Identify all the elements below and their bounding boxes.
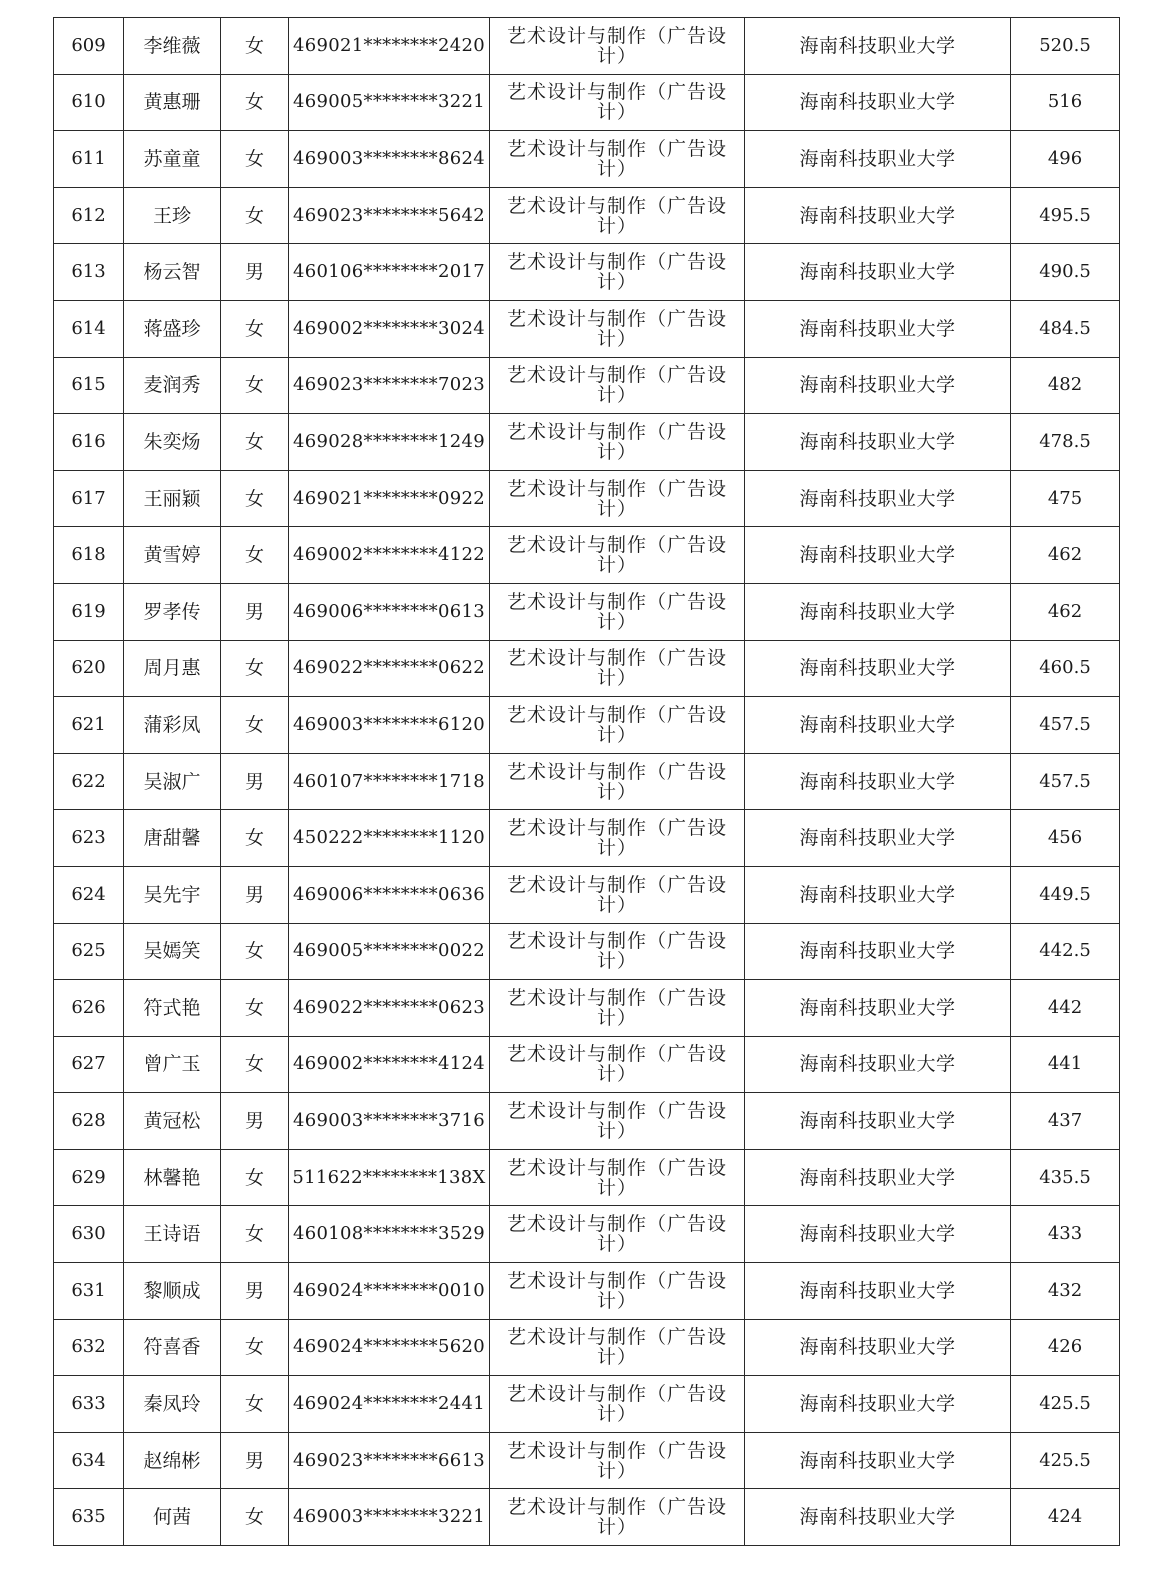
cell-gender: 男 xyxy=(221,866,289,923)
cell-school: 海南科技职业大学 xyxy=(745,923,1011,980)
cell-score: 462 xyxy=(1011,527,1120,584)
cell-school: 海南科技职业大学 xyxy=(745,527,1011,584)
cell-id-number: 450222********1120 xyxy=(289,810,490,867)
cell-name: 黄冠松 xyxy=(124,1093,221,1150)
cell-name: 吴嫣笑 xyxy=(124,923,221,980)
cell-gender: 女 xyxy=(221,131,289,188)
cell-gender: 女 xyxy=(221,470,289,527)
cell-score: 433 xyxy=(1011,1206,1120,1263)
cell-major: 艺术设计与制作（广告设计） xyxy=(490,414,745,471)
cell-id-number: 469023********7023 xyxy=(289,357,490,414)
cell-school: 海南科技职业大学 xyxy=(745,1206,1011,1263)
cell-name: 罗孝传 xyxy=(124,583,221,640)
cell-name: 王珍 xyxy=(124,187,221,244)
cell-major: 艺术设计与制作（广告设计） xyxy=(490,640,745,697)
cell-gender: 女 xyxy=(221,187,289,244)
cell-major: 艺术设计与制作（广告设计） xyxy=(490,810,745,867)
cell-name: 符式艳 xyxy=(124,980,221,1037)
cell-number: 618 xyxy=(54,527,124,584)
cell-name: 黄雪婷 xyxy=(124,527,221,584)
cell-name: 麦润秀 xyxy=(124,357,221,414)
cell-major: 艺术设计与制作（广告设计） xyxy=(490,300,745,357)
cell-number: 627 xyxy=(54,1036,124,1093)
table-row xyxy=(54,300,1120,357)
cell-school: 海南科技职业大学 xyxy=(745,300,1011,357)
cell-gender: 女 xyxy=(221,357,289,414)
cell-number: 616 xyxy=(54,414,124,471)
cell-major: 艺术设计与制作（广告设计） xyxy=(490,1093,745,1150)
cell-id-number: 469024********0010 xyxy=(289,1263,490,1320)
cell-gender: 女 xyxy=(221,980,289,1037)
cell-major: 艺术设计与制作（广告设计） xyxy=(490,470,745,527)
cell-number: 615 xyxy=(54,357,124,414)
cell-major: 艺术设计与制作（广告设计） xyxy=(490,753,745,810)
cell-score: 475 xyxy=(1011,470,1120,527)
table-row xyxy=(54,583,1120,640)
cell-id-number: 469023********5642 xyxy=(289,187,490,244)
table-row xyxy=(54,1319,1120,1376)
cell-school: 海南科技职业大学 xyxy=(745,1263,1011,1320)
cell-number: 612 xyxy=(54,187,124,244)
cell-name: 蒋盛珍 xyxy=(124,300,221,357)
cell-score: 457.5 xyxy=(1011,697,1120,754)
cell-name: 黎顺成 xyxy=(124,1263,221,1320)
cell-gender: 女 xyxy=(221,300,289,357)
cell-id-number: 469003********3221 xyxy=(289,1489,490,1546)
cell-score: 457.5 xyxy=(1011,753,1120,810)
cell-score: 425.5 xyxy=(1011,1432,1120,1489)
table-row xyxy=(54,18,1120,75)
cell-id-number: 469022********0622 xyxy=(289,640,490,697)
cell-gender: 女 xyxy=(221,640,289,697)
cell-gender: 女 xyxy=(221,1319,289,1376)
cell-id-number: 469024********2441 xyxy=(289,1376,490,1433)
cell-school: 海南科技职业大学 xyxy=(745,131,1011,188)
table-row xyxy=(54,640,1120,697)
cell-number: 632 xyxy=(54,1319,124,1376)
cell-number: 613 xyxy=(54,244,124,301)
cell-major: 艺术设计与制作（广告设计） xyxy=(490,527,745,584)
table-row xyxy=(54,470,1120,527)
cell-school: 海南科技职业大学 xyxy=(745,753,1011,810)
cell-score: 456 xyxy=(1011,810,1120,867)
cell-gender: 男 xyxy=(221,1263,289,1320)
cell-school: 海南科技职业大学 xyxy=(745,866,1011,923)
table-row xyxy=(54,1489,1120,1546)
cell-gender: 女 xyxy=(221,414,289,471)
cell-score: 435.5 xyxy=(1011,1149,1120,1206)
table-row xyxy=(54,357,1120,414)
cell-id-number: 469005********3221 xyxy=(289,74,490,131)
cell-score: 490.5 xyxy=(1011,244,1120,301)
cell-score: 442 xyxy=(1011,980,1120,1037)
cell-score: 441 xyxy=(1011,1036,1120,1093)
cell-score: 442.5 xyxy=(1011,923,1120,980)
cell-id-number: 469006********0613 xyxy=(289,583,490,640)
cell-gender: 女 xyxy=(221,697,289,754)
cell-gender: 女 xyxy=(221,923,289,980)
cell-major: 艺术设计与制作（广告设计） xyxy=(490,74,745,131)
cell-gender: 男 xyxy=(221,1093,289,1150)
cell-number: 620 xyxy=(54,640,124,697)
cell-gender: 女 xyxy=(221,1489,289,1546)
cell-number: 633 xyxy=(54,1376,124,1433)
cell-name: 唐甜馨 xyxy=(124,810,221,867)
cell-gender: 男 xyxy=(221,753,289,810)
cell-id-number: 469003********8624 xyxy=(289,131,490,188)
cell-school: 海南科技职业大学 xyxy=(745,1319,1011,1376)
cell-number: 623 xyxy=(54,810,124,867)
cell-id-number: 469028********1249 xyxy=(289,414,490,471)
cell-number: 634 xyxy=(54,1432,124,1489)
cell-score: 460.5 xyxy=(1011,640,1120,697)
cell-number: 635 xyxy=(54,1489,124,1546)
cell-major: 艺术设计与制作（广告设计） xyxy=(490,1376,745,1433)
table-row xyxy=(54,810,1120,867)
cell-gender: 男 xyxy=(221,244,289,301)
cell-score: 425.5 xyxy=(1011,1376,1120,1433)
cell-gender: 女 xyxy=(221,1149,289,1206)
table-row xyxy=(54,923,1120,980)
cell-major: 艺术设计与制作（广告设计） xyxy=(490,583,745,640)
cell-score: 424 xyxy=(1011,1489,1120,1546)
cell-number: 611 xyxy=(54,131,124,188)
cell-name: 王丽颖 xyxy=(124,470,221,527)
cell-name: 秦凤玲 xyxy=(124,1376,221,1433)
cell-number: 621 xyxy=(54,697,124,754)
cell-school: 海南科技职业大学 xyxy=(745,640,1011,697)
cell-major: 艺术设计与制作（广告设计） xyxy=(490,131,745,188)
cell-school: 海南科技职业大学 xyxy=(745,18,1011,75)
cell-school: 海南科技职业大学 xyxy=(745,1149,1011,1206)
table-row xyxy=(54,1263,1120,1320)
cell-school: 海南科技职业大学 xyxy=(745,187,1011,244)
cell-major: 艺术设计与制作（广告设计） xyxy=(490,866,745,923)
cell-major: 艺术设计与制作（广告设计） xyxy=(490,697,745,754)
cell-name: 黄惠珊 xyxy=(124,74,221,131)
cell-school: 海南科技职业大学 xyxy=(745,1036,1011,1093)
cell-gender: 女 xyxy=(221,1206,289,1263)
cell-number: 622 xyxy=(54,753,124,810)
cell-school: 海南科技职业大学 xyxy=(745,244,1011,301)
table-row xyxy=(54,74,1120,131)
cell-name: 王诗语 xyxy=(124,1206,221,1263)
cell-major: 艺术设计与制作（广告设计） xyxy=(490,1206,745,1263)
cell-id-number: 460108********3529 xyxy=(289,1206,490,1263)
cell-gender: 女 xyxy=(221,810,289,867)
table-body xyxy=(54,18,1120,1546)
cell-number: 631 xyxy=(54,1263,124,1320)
cell-id-number: 460107********1718 xyxy=(289,753,490,810)
table-row xyxy=(54,980,1120,1037)
cell-id-number: 469021********0922 xyxy=(289,470,490,527)
cell-name: 吴先宇 xyxy=(124,866,221,923)
table-row xyxy=(54,866,1120,923)
cell-major: 艺术设计与制作（广告设计） xyxy=(490,923,745,980)
cell-school: 海南科技职业大学 xyxy=(745,1093,1011,1150)
cell-number: 628 xyxy=(54,1093,124,1150)
cell-score: 495.5 xyxy=(1011,187,1120,244)
cell-id-number: 469002********3024 xyxy=(289,300,490,357)
table-row xyxy=(54,697,1120,754)
cell-id-number: 469002********4122 xyxy=(289,527,490,584)
admission-list-table xyxy=(53,17,1120,1546)
cell-school: 海南科技职业大学 xyxy=(745,697,1011,754)
cell-id-number: 469003********3716 xyxy=(289,1093,490,1150)
cell-score: 482 xyxy=(1011,357,1120,414)
cell-gender: 男 xyxy=(221,1432,289,1489)
table-row xyxy=(54,131,1120,188)
cell-number: 630 xyxy=(54,1206,124,1263)
cell-score: 516 xyxy=(1011,74,1120,131)
table-row xyxy=(54,1149,1120,1206)
cell-score: 496 xyxy=(1011,131,1120,188)
cell-score: 449.5 xyxy=(1011,866,1120,923)
cell-gender: 女 xyxy=(221,1376,289,1433)
cell-major: 艺术设计与制作（广告设计） xyxy=(490,1489,745,1546)
cell-id-number: 469005********0022 xyxy=(289,923,490,980)
cell-name: 林馨艳 xyxy=(124,1149,221,1206)
cell-gender: 女 xyxy=(221,18,289,75)
cell-school: 海南科技职业大学 xyxy=(745,470,1011,527)
table-row xyxy=(54,1036,1120,1093)
cell-name: 李维薇 xyxy=(124,18,221,75)
cell-name: 赵绵彬 xyxy=(124,1432,221,1489)
cell-score: 462 xyxy=(1011,583,1120,640)
cell-major: 艺术设计与制作（广告设计） xyxy=(490,18,745,75)
cell-id-number: 460106********2017 xyxy=(289,244,490,301)
cell-number: 624 xyxy=(54,866,124,923)
table-row xyxy=(54,244,1120,301)
cell-major: 艺术设计与制作（广告设计） xyxy=(490,1036,745,1093)
table-row xyxy=(54,187,1120,244)
cell-name: 何茜 xyxy=(124,1489,221,1546)
cell-id-number: 469022********0623 xyxy=(289,980,490,1037)
cell-major: 艺术设计与制作（广告设计） xyxy=(490,1432,745,1489)
cell-number: 619 xyxy=(54,583,124,640)
cell-id-number: 511622********138X xyxy=(289,1149,490,1206)
table-row xyxy=(54,753,1120,810)
cell-number: 617 xyxy=(54,470,124,527)
cell-gender: 女 xyxy=(221,1036,289,1093)
table-row xyxy=(54,1432,1120,1489)
cell-id-number: 469002********4124 xyxy=(289,1036,490,1093)
cell-number: 625 xyxy=(54,923,124,980)
table-row xyxy=(54,527,1120,584)
table-row xyxy=(54,414,1120,471)
cell-id-number: 469021********2420 xyxy=(289,18,490,75)
cell-major: 艺术设计与制作（广告设计） xyxy=(490,1149,745,1206)
cell-name: 苏童童 xyxy=(124,131,221,188)
cell-name: 蒲彩凤 xyxy=(124,697,221,754)
cell-name: 曾广玉 xyxy=(124,1036,221,1093)
cell-score: 432 xyxy=(1011,1263,1120,1320)
cell-school: 海南科技职业大学 xyxy=(745,1489,1011,1546)
cell-score: 484.5 xyxy=(1011,300,1120,357)
cell-school: 海南科技职业大学 xyxy=(745,414,1011,471)
cell-major: 艺术设计与制作（广告设计） xyxy=(490,187,745,244)
cell-number: 614 xyxy=(54,300,124,357)
cell-school: 海南科技职业大学 xyxy=(745,357,1011,414)
cell-id-number: 469024********5620 xyxy=(289,1319,490,1376)
cell-school: 海南科技职业大学 xyxy=(745,583,1011,640)
cell-score: 426 xyxy=(1011,1319,1120,1376)
table-row xyxy=(54,1206,1120,1263)
cell-school: 海南科技职业大学 xyxy=(745,810,1011,867)
cell-school: 海南科技职业大学 xyxy=(745,980,1011,1037)
cell-score: 478.5 xyxy=(1011,414,1120,471)
cell-name: 符喜香 xyxy=(124,1319,221,1376)
cell-number: 626 xyxy=(54,980,124,1037)
cell-gender: 男 xyxy=(221,583,289,640)
cell-major: 艺术设计与制作（广告设计） xyxy=(490,244,745,301)
cell-name: 周月惠 xyxy=(124,640,221,697)
cell-major: 艺术设计与制作（广告设计） xyxy=(490,357,745,414)
cell-gender: 女 xyxy=(221,527,289,584)
table-row xyxy=(54,1376,1120,1433)
cell-major: 艺术设计与制作（广告设计） xyxy=(490,1263,745,1320)
cell-major: 艺术设计与制作（广告设计） xyxy=(490,980,745,1037)
cell-id-number: 469023********6613 xyxy=(289,1432,490,1489)
cell-school: 海南科技职业大学 xyxy=(745,1376,1011,1433)
cell-number: 629 xyxy=(54,1149,124,1206)
cell-name: 杨云智 xyxy=(124,244,221,301)
cell-score: 520.5 xyxy=(1011,18,1120,75)
cell-school: 海南科技职业大学 xyxy=(745,1432,1011,1489)
cell-school: 海南科技职业大学 xyxy=(745,74,1011,131)
cell-name: 吴淑广 xyxy=(124,753,221,810)
cell-id-number: 469006********0636 xyxy=(289,866,490,923)
cell-number: 609 xyxy=(54,18,124,75)
cell-score: 437 xyxy=(1011,1093,1120,1150)
table-row xyxy=(54,1093,1120,1150)
cell-name: 朱奕炀 xyxy=(124,414,221,471)
cell-number: 610 xyxy=(54,74,124,131)
cell-id-number: 469003********6120 xyxy=(289,697,490,754)
cell-gender: 女 xyxy=(221,74,289,131)
cell-major: 艺术设计与制作（广告设计） xyxy=(490,1319,745,1376)
